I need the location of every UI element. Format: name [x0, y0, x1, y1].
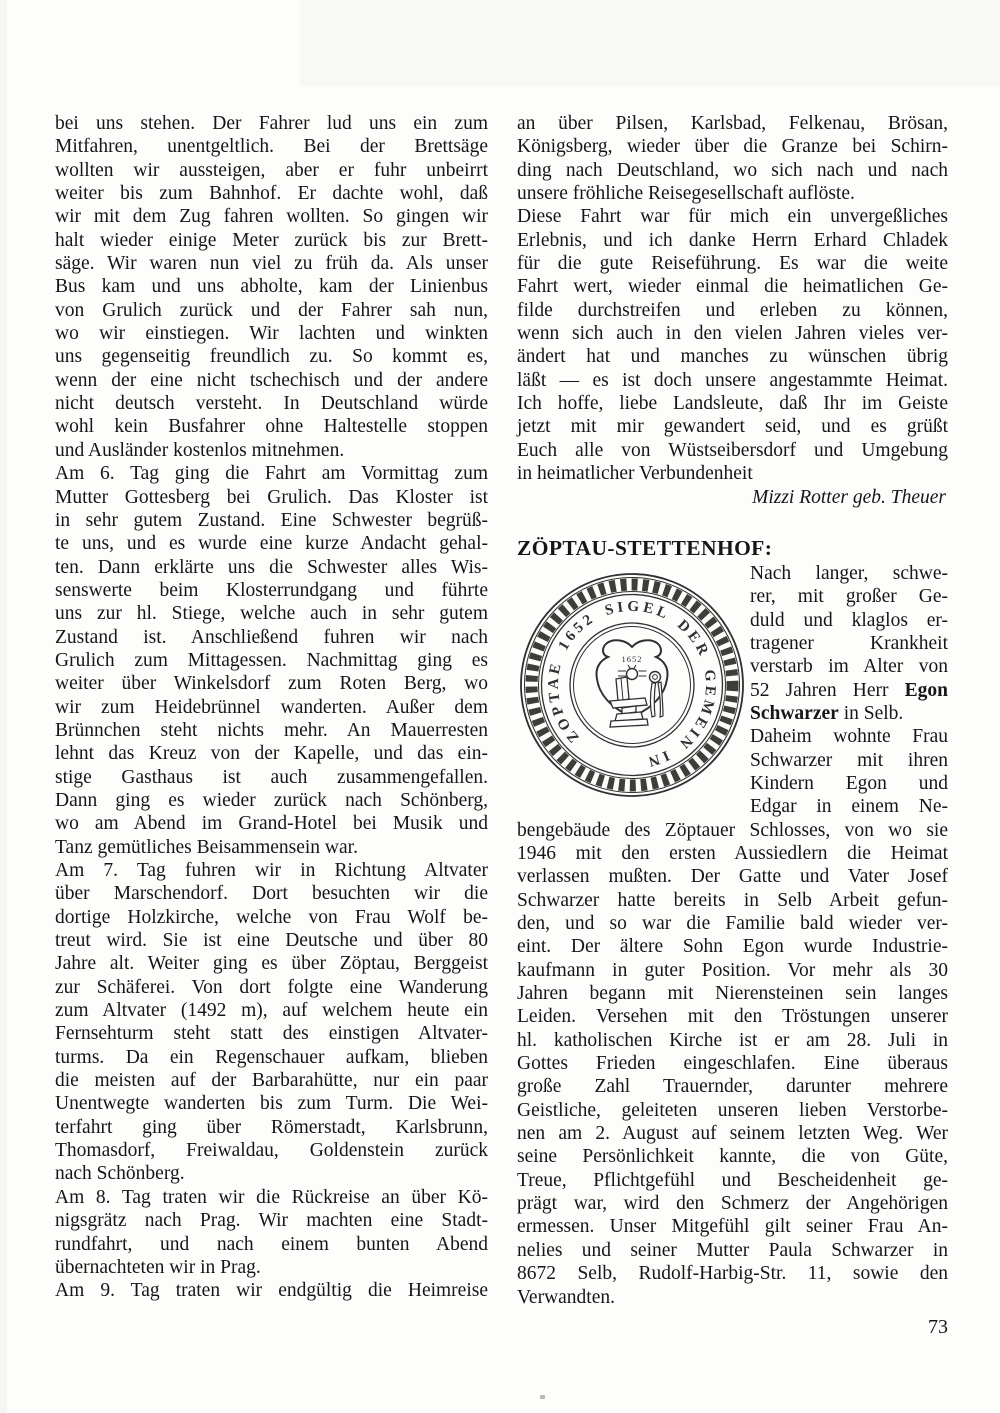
text-line: unsere fröhliche Reisegesellschaft auflöste. — [517, 183, 855, 205]
text-line: an über Pilsen, Karlsbad, Felkenau, Brösan, — [517, 113, 948, 134]
text-line: in heimatlicher Verbundenheit — [517, 463, 753, 485]
text-line: Daheim wohnte Frau — [750, 726, 948, 748]
scan-shading-left — [0, 0, 7, 1413]
scan-speck — [540, 1395, 545, 1399]
paragraph — [517, 205, 948, 485]
text-line: Brünnchen steht nichts mehr. An Mauerresten — [55, 719, 488, 741]
text-line: große Zahl Trauernder, darunter mehrere — [517, 1076, 948, 1098]
text-line: Leiden. Versehen mit den Tröstungen unserer — [517, 1006, 948, 1028]
text-line: te uns, und es wurde eine kurze Andacht gehal- — [55, 533, 488, 555]
scan-shading-top — [300, 0, 1000, 86]
text-line: stige Gasthaus ist auch zusammengefallen. — [55, 766, 488, 788]
text-line: verlassen mußten. Der Gatte und Vater Josef — [517, 866, 948, 888]
text-line: turms. Da ein Regenschauer aufkam, blieben — [55, 1046, 488, 1068]
text-line: nen am 2. August auf seinem letzten Weg. Wer — [517, 1123, 948, 1145]
text-line: Kindern Egon und — [750, 772, 948, 794]
paragraph — [55, 859, 488, 1186]
obituary-section — [517, 562, 948, 1309]
text-line: duld und klaglos er- — [750, 609, 948, 631]
paragraph — [55, 462, 488, 859]
text-line: Mutter Gottesberg bei Grulich. Das Kloster ist — [55, 486, 488, 508]
text-line: übernachteten wir in Prag. — [55, 1256, 261, 1278]
page-number: 73 — [928, 1316, 948, 1338]
text-line: rer, mit großer Ge- — [750, 586, 948, 608]
text-line: von Grulich zurück und der Fahrer sah nun, — [55, 299, 488, 321]
text-line: jetzt mit mir gewandert seid, und es grüßt — [517, 416, 948, 438]
text-line: eint. Der ältere Sohn Egon wurde Industrie- — [517, 936, 948, 958]
text-line: ermessen. Unser Mitgefühl gilt seiner Frau An- — [517, 1216, 948, 1238]
text-line: hl. katholischen Kirche ist er am 28. Juli in — [517, 1029, 948, 1051]
text-line: Am 8. Tag traten wir die Rückreise an über Kö- — [55, 1186, 488, 1208]
text-line: läßt — es ist doch unsere angestammte Heimat. — [517, 369, 948, 391]
text-line: wir zum Heidebrünnel wanderten. Außer dem — [55, 696, 488, 718]
text-line: wenn sich auch in den vielen Jahren vieles ver- — [517, 323, 948, 345]
text-line: zum Altvater (1492 m), auf welchem heute ein — [55, 1000, 488, 1022]
text-line: Am 9. Tag traten wir endgültig die Heimreise — [55, 1280, 488, 1302]
paragraph — [517, 112, 948, 205]
text-line: Jahre alt. Weiter ging es über Zöptau, Berggeist — [55, 953, 488, 975]
paragraph — [55, 1186, 488, 1279]
text-line: ten. Dann erklärte uns die Schwester alles Wis- — [55, 556, 488, 578]
text-line: Grulich zum Mittagessen. Nachmittag ging es — [55, 649, 488, 671]
text-line: die meisten auf der Barbarahütte, nur ein paar — [55, 1070, 488, 1092]
text-line: dortige Holzkirche, welche von Frau Wolf be- — [55, 906, 488, 928]
text-line: weiter über Winkelsdorf zum Roten Berg, wo — [55, 673, 488, 695]
text-line: in sehr gutem Zustand. Eine Schwester begrüß- — [55, 509, 488, 531]
text-line: Unentwegte wanderten bis zum Turm. Die Wei- — [55, 1093, 488, 1115]
text-line: Nach langer, schwe- — [750, 562, 948, 584]
text-line: Mitfahren, unentgeltlich. Bei der Brettsäge — [55, 136, 488, 158]
text-line: lehnt das Kreuz von der Kapelle, und das ein- — [55, 743, 488, 765]
text-line: wo wir einstiegen. Wir lachten und winkten — [55, 323, 488, 345]
text-line: wo am Abend im Grand-Hotel bei Musik und — [55, 813, 488, 835]
text-line: Bus kam und uns abholte, kam der Linienbus — [55, 276, 488, 298]
text-line: Schwarzer hatte bereits in Selb Arbeit gefun- — [517, 889, 948, 911]
text-line: säge. Wir waren nun viel zu früh da. Als unser — [55, 253, 488, 275]
text-line: treut wird. Sie ist eine Deutsche und über 80 — [55, 930, 488, 952]
text-line: weiter bis zum Bahnhof. Er dachte wohl, daß — [55, 183, 488, 205]
text-line: für die gute Reiseführung. Es war die weite — [517, 253, 948, 275]
signature-line: Mizzi Rotter geb. Theuer — [752, 486, 946, 508]
text-line: wir mit dem Zug fahren wollten. So gingen wir — [55, 206, 488, 228]
text-line: wohl kein Busfahrer ohne Haltestelle stoppen — [55, 416, 488, 438]
left-text-column — [55, 112, 488, 1303]
text-line: Gottes Frieden eingeschlafen. Eine überaus — [517, 1053, 948, 1075]
paragraph — [55, 1279, 488, 1302]
text-line: Verwandten. — [517, 1286, 616, 1308]
text-line: filde durchstreifen und erleben zu können, — [517, 299, 948, 321]
text-line: terfahrt ging über Römerstadt, Karlsbrunn, — [55, 1116, 488, 1138]
text-line: nicht deutsch versteht. In Deutschland würde — [55, 393, 488, 415]
text-line: Dann ging es wieder zurück nach Schönberg, — [55, 789, 488, 811]
text-line: Geistliche, geleiteten unseren lieben Verstorbe- — [517, 1099, 948, 1121]
text-line: Jahren begann mit Nierensteinen sein langes — [517, 983, 948, 1005]
text-line: Schwarzer in Selb. — [750, 702, 904, 724]
seal-graphic — [517, 567, 747, 803]
community-seal-image — [517, 562, 750, 814]
text-line: Erlebnis, und ich danke Herrn Erhard Chladek — [517, 229, 948, 251]
text-line: Fernsehturm steht statt des einstigen Altvater- — [55, 1023, 488, 1045]
text-line: den, und so war die Familie bald wieder ver- — [517, 913, 948, 934]
text-line: Edgar in einem Ne- — [750, 796, 948, 818]
paragraph — [55, 112, 488, 462]
text-line: Thomasdorf, Freiwaldau, Goldenstein zurück — [55, 1140, 488, 1162]
text-line: rundfahrt, und nach einem bunten Abend — [55, 1233, 488, 1255]
text-line: Königsberg, wieder über die Granze bei Schirn- — [517, 136, 948, 158]
text-line: 1946 mit den ersten Aussiedlern die Heimat — [517, 842, 948, 864]
text-line: über Marschendorf. Dort besuchten wir die — [55, 883, 488, 905]
text-line: kaufmann in guter Position. Vor mehr als 30 — [517, 959, 948, 981]
text-line: Diese Fahrt war für mich ein unvergeßliches — [517, 206, 948, 228]
text-line: Euch alle von Wüstseibersdorf und Umgebung — [517, 439, 948, 461]
text-line: bei uns stehen. Der Fahrer lud uns ein zum — [55, 113, 488, 134]
text-line: bengebäude des Zöptauer Schlosses, von wo sie — [517, 819, 948, 841]
text-line: und Ausländer kostenlos mitnehmen. — [55, 439, 345, 461]
text-line: nigsgrätz nach Prag. Wir machten eine Stadt- — [55, 1210, 488, 1232]
text-line: nach Schönberg. — [55, 1163, 185, 1185]
text-line: ding nach Deutschland, wo sich nach und nach — [517, 159, 948, 181]
right-text-column — [517, 112, 948, 1309]
text-line: Fahrt wert, wieder einmal die heimatlichen Ge- — [517, 276, 948, 298]
travel-report-continuation — [517, 112, 948, 486]
text-line: seine Persönlichkeit kannte, die von Güte, — [517, 1146, 948, 1168]
text-line: Schwarzer mit ihren — [750, 749, 948, 771]
text-line: halt wieder einige Meter zurück bis zur Brett- — [55, 229, 488, 251]
text-line: tragener Krankheit — [750, 632, 948, 654]
text-line: Am 6. Tag ging die Fahrt am Vormittag zum — [55, 463, 488, 485]
bold-name: Egon — [904, 679, 948, 701]
text-line: Am 7. Tag fuhren wir in Richtung Altvater — [55, 860, 488, 881]
text-line: uns zur hl. Stiege, welche auch in sehr gutem — [55, 603, 488, 625]
seal-shield-year: 1652 — [621, 653, 643, 664]
seal-ring-text: ZOPTAE 1652 SIGEL DER GEMEIN IN — [545, 598, 719, 770]
text-line: nelies und seiner Mutter Paula Schwarzer in — [517, 1239, 948, 1261]
text-line: uns gegenseitig freundlich zu. So kommt es, — [55, 346, 488, 368]
text-line: Tanz gemütliches Beisammensein war. — [55, 836, 358, 858]
text-line: prägt war, wird den Schmerz der Angehörigen — [517, 1193, 948, 1215]
text-line: ändert hat und manches zu wünschen übrig — [517, 346, 948, 368]
text-line: zur Schäferei. Von dort folgte eine Wanderung — [55, 976, 488, 998]
text-line: 8672 Selb, Rudolf-Harbig-Str. 11, sowie den — [517, 1263, 948, 1285]
text-line: 52 Jahren Herr Egon — [750, 679, 948, 701]
text-line: Zustand ist. Anschließend fuhren wir nach — [55, 626, 488, 648]
text-line: senswerte beim Klosterrundgang und führte — [55, 579, 488, 601]
text-line: wenn der eine nicht tschechisch und der andere — [55, 369, 488, 391]
text-line: wollten wir aussteigen, aber er fuhr unbeirrt — [55, 159, 488, 181]
section-heading: ZÖPTAU-STETTENHOF: — [517, 535, 773, 560]
bold-name: Schwarzer — [750, 702, 839, 724]
text-line: verstarb im Alter von — [750, 656, 948, 678]
text-line: Treue, Pflichtgefühl und Bescheidenheit ge- — [517, 1169, 948, 1191]
text-line: Ich hoffe, liebe Landsleute, daß Ihr im Geiste — [517, 393, 948, 415]
